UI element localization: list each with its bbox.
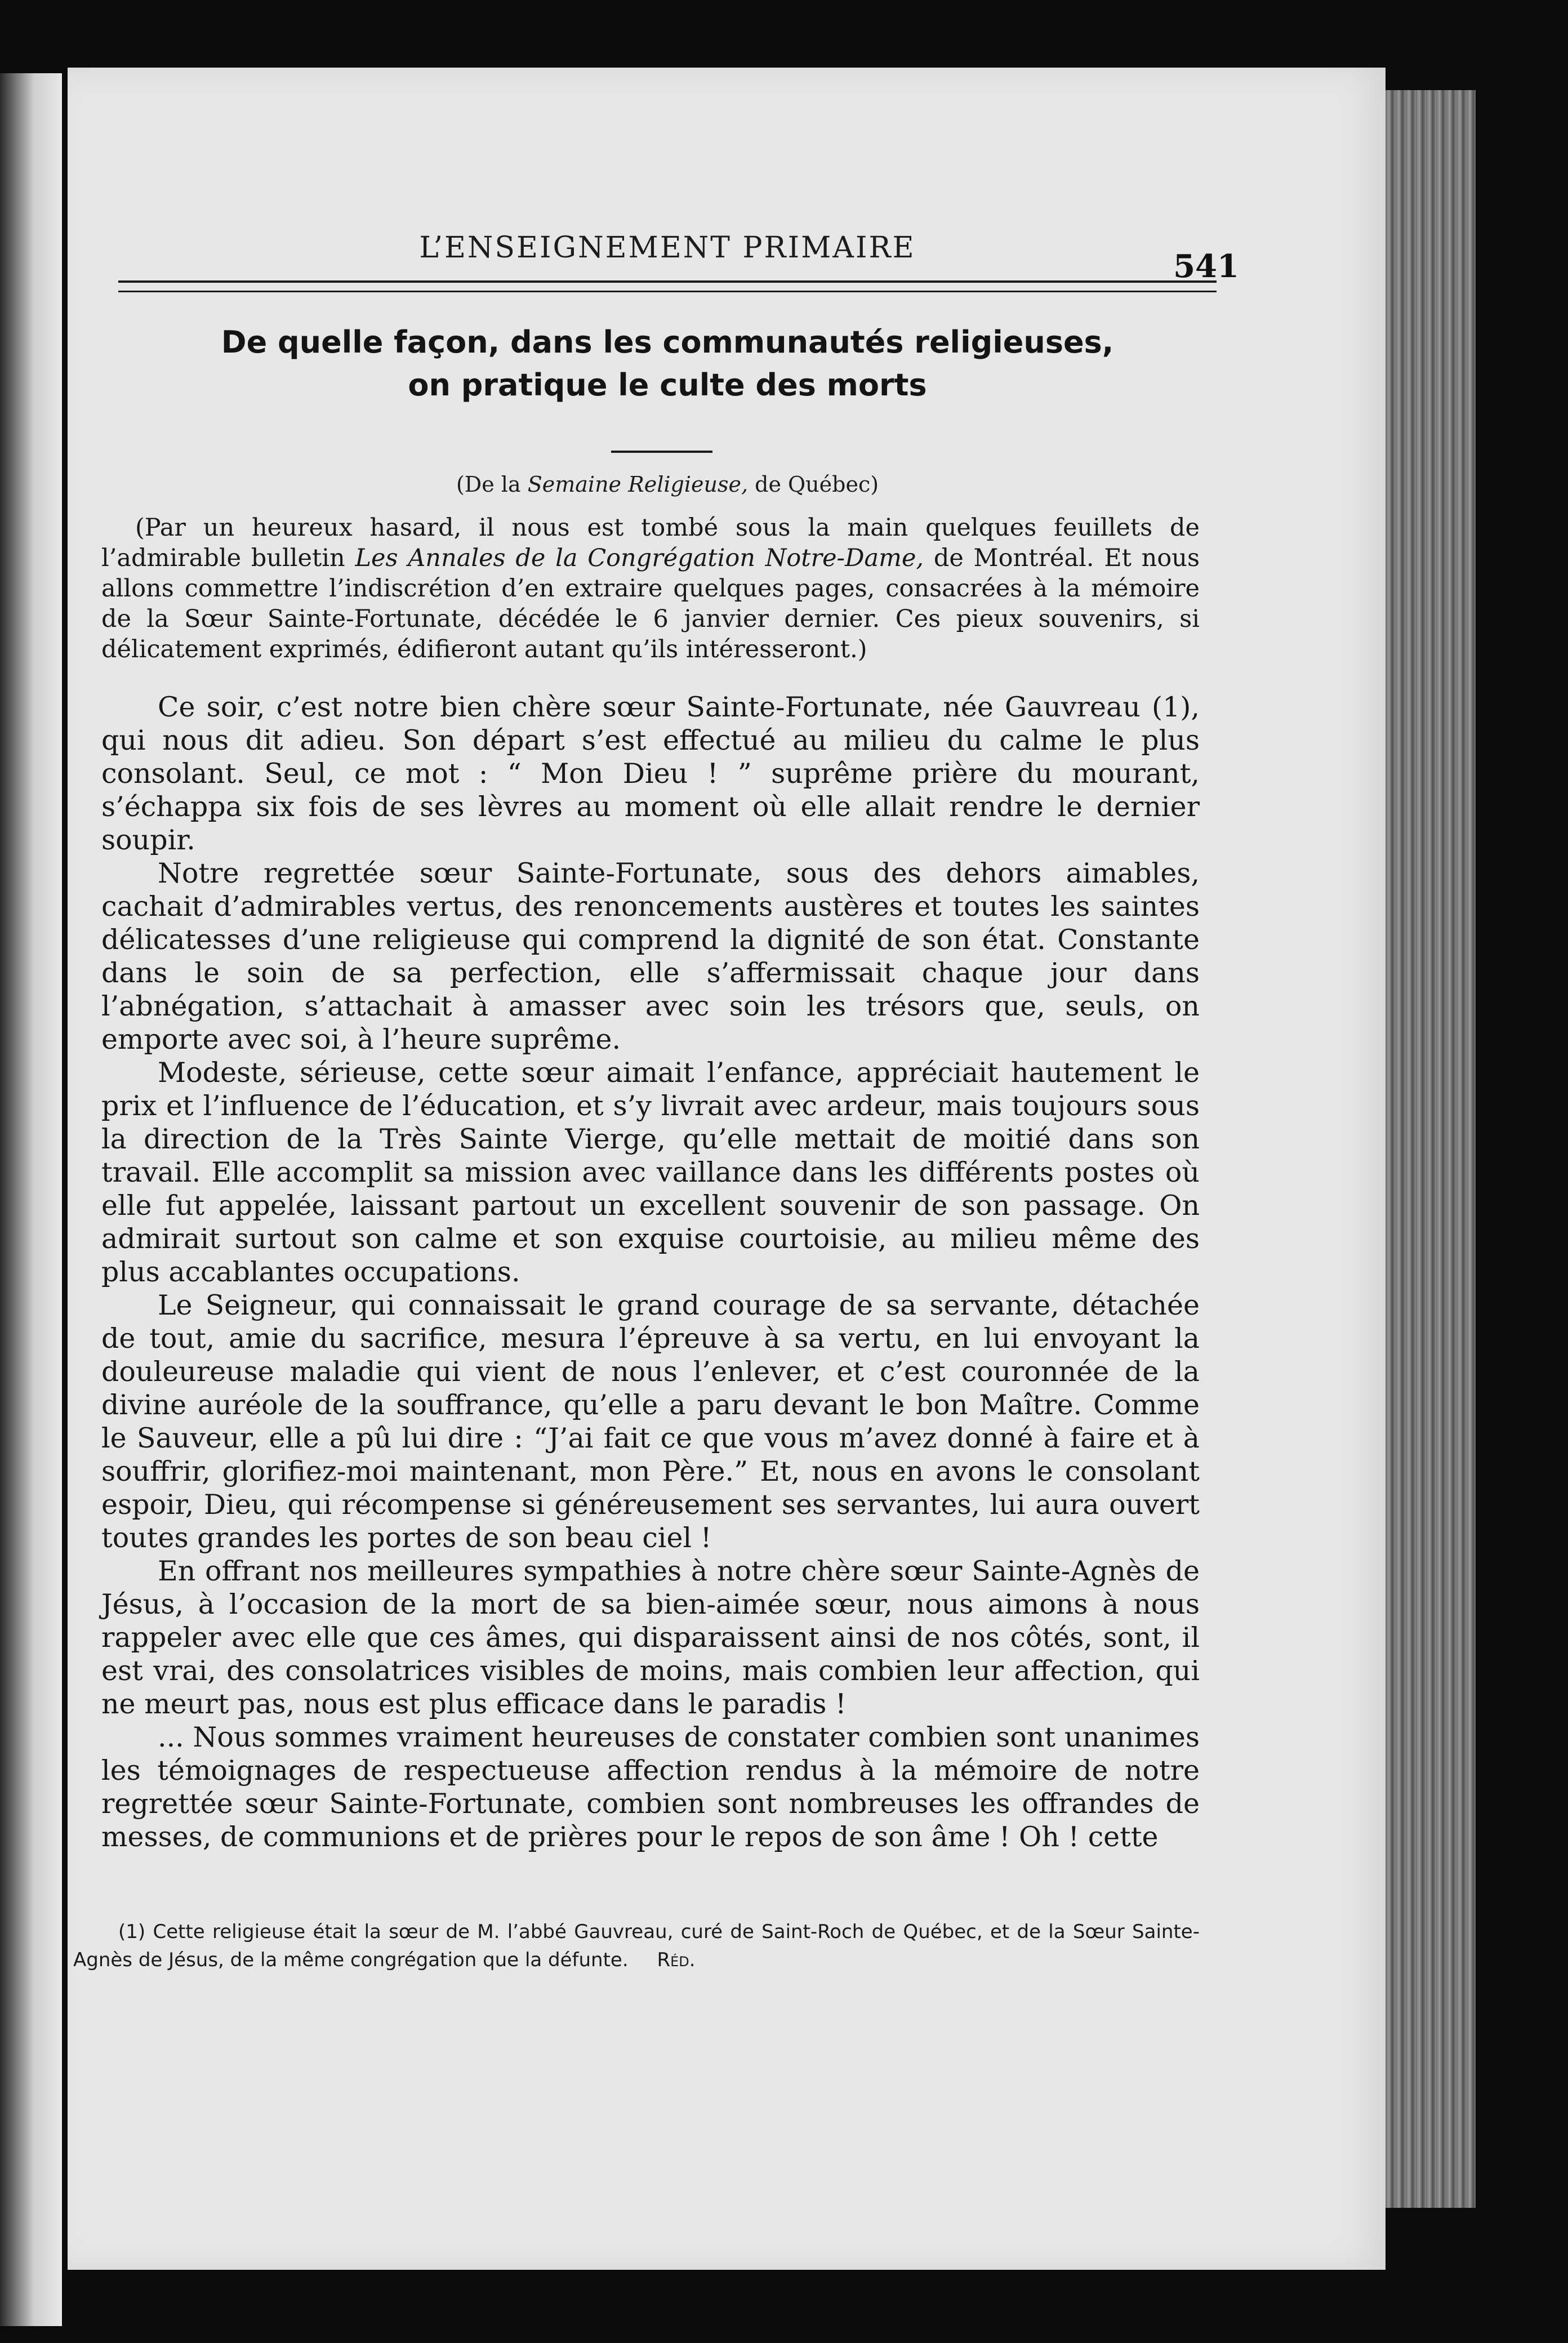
- article-title-line-2: on pratique le culte des morts: [408, 367, 927, 403]
- body-paragraph: Modeste, sérieuse, cette sœur aimait l’enfance, appréciait hautement le prix et l’influence de l’éducation, et s’y livrait avec ardeur, mais toujours sous la direction de la Très Sainte Vierge, qu’elle mettait de moitié dans son travail. Elle accomplit sa mission avec vaillance dans les différents postes où elle fut appelée, laissant partout un excellent souvenir de son passage. On admirait surtout son calme et son exquise courtoisie, au milieu même des plus accablantes occupations.: [101, 1057, 1200, 1288]
- body-paragraph: Le Seigneur, qui connaissait le grand courage de sa servante, détachée de tout, amie du sacrifice, mesura l’épreuve à sa vertu, en lui envoyant la douleureuse maladie qui vient de nous l’enlever, et c’est couronnée de la divine auréole de la souffrance, qu’elle a paru devant le bon Maître. Comme le Sauveur, elle a pû lui dire : “J’ai fait ce que vous m’avez donné à faire et à souffrir, glorifiez-moi maintenant, mon Père.” Et, nous en avons le consolant espoir, Dieu, qui récompense si généreusement ses servantes, lui aura ouvert toutes grandes les portes de son beau ciel !: [101, 1289, 1200, 1554]
- footnote-signature: Réd.: [657, 1949, 696, 1971]
- footnote-text: (1) Cette religieuse était la sœur de M. l’abbé Gauvreau, curé de Saint-Roch de Québec, et de la Sœur Sainte-Agnès de Jésus, de la même congrégation que la défunte.: [73, 1921, 1200, 1971]
- article-title-line-1: De quelle façon, dans les communautés religieuses,: [221, 324, 1114, 360]
- intro-paragraph: [101, 513, 1200, 665]
- source-attribution: [118, 472, 1217, 497]
- intro-part-2: de Montréal. Et nous allons commettre l’indiscrétion d’en extraire quelques pages, consacrées à la mémoire de la Sœur Sainte-Fortunate, décédée le 6 janvier dernier. Ces pieux souvenirs, si délicatement exprimés, édifieront autant qu’ils intéresseront.): [101, 544, 1200, 663]
- footnote: [73, 1918, 1200, 1974]
- title-separator: [611, 451, 712, 453]
- article-body: [101, 513, 1200, 1854]
- source-prefix: (De la: [456, 472, 521, 497]
- source-suffix: de Québec): [755, 472, 879, 497]
- running-title: L’ENSEIGNEMENT PRIMAIRE: [419, 231, 916, 265]
- body-paragraph: En offrant nos meilleures sympathies à notre chère sœur Sainte-Agnès de Jésus, à l’occasion de la mort de sa bien-aimée sœur, nous aimons à nous rappeler avec elle que ces âmes, qui disparaissent ainsi de nos côtés, sont, il est vrai, des consolatrices visibles de moins, mais combien leur affection, qui ne meurt pas, nous est plus efficace dans le paradis !: [101, 1555, 1200, 1720]
- body-paragraph: Notre regrettée sœur Sainte-Fortunate, sous des dehors aimables, cachait d’admirables vertus, des renoncements austères et toutes les saintes délicatesses d’une religieuse qui comprend la dignité de son état. Constante dans le soin de sa perfection, elle s’affermissait chaque jour dans l’abnégation, s’attachait à amasser avec soin les trésors que, seuls, on emporte avec soi, à l’heure suprême.: [101, 857, 1200, 1055]
- source-journal: Semaine Religieuse,: [527, 472, 749, 497]
- article-title: [118, 321, 1217, 407]
- page-number: 541: [1173, 248, 1239, 285]
- header-rule: [118, 280, 1217, 292]
- body-paragraph: Ce soir, c’est notre bien chère sœur Sainte-Fortunate, née Gauvreau (1), qui nous dit adieu. Son départ s’est effectué au milieu du calme le plus consolant. Seul, ce mot : “ Mon Dieu ! ” suprême prière du mourant, s’échappa six fois de ses lèvres au moment où elle allait rendre le dernier soupir.: [101, 691, 1200, 856]
- intro-bulletin-title: Les Annales de la Congrégation Notre-Dame,: [355, 544, 924, 572]
- left-page-edge: [0, 73, 62, 2326]
- page-stack-edge: [1386, 90, 1476, 2208]
- intro-part-1: (Par un heureux hasard, il nous est tombé sous la main quelques feuillets de l’admirable bulletin: [101, 514, 1200, 572]
- body-paragraph: ... Nous sommes vraiment heureuses de constater combien sont unanimes les témoignages de respectueuse affection rendus à la mémoire de notre regrettée sœur Sainte-Fortunate, combien sont nombreuses les offrandes de messes, de communions et de prières pour le repos de son âme ! Oh ! cette: [101, 1721, 1200, 1853]
